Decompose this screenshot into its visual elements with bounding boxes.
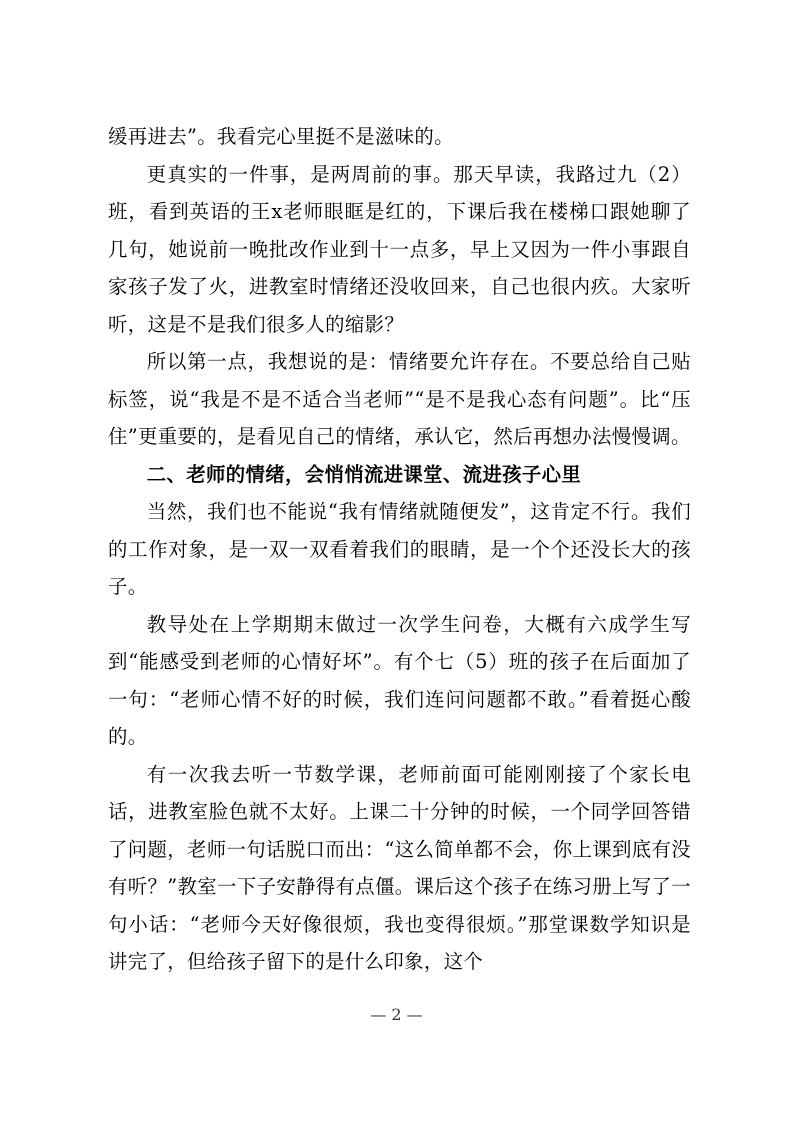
document-body: [108, 118, 691, 981]
paragraph-5: 教导处在上学期期末做过一次学生问卷，大概有六成学生写到“能感受到老师的心情好坏”。有个七（5）班的孩子在后面加了一句：“老师心情不好的时候，我们连问问题都不敢。”看着挺心酸的。: [108, 612, 691, 748]
paragraph-6: 有一次我去听一节数学课，老师前面可能刚刚接了个家长电话，进教室脸色就不太好。上课二十分钟的时候，一个同学回答错了问题，老师一句话脱口而出：“这么简单都不会，你上课到底有没有听？”教室一下子安静得有点僵。课后这个孩子在练习册上写了一句小话：“老师今天好像很烦，我也变得很烦。”那堂课数学知识是讲完了，但给孩子留下的是什么印象，这个: [108, 762, 691, 973]
paragraph-4: 当然，我们也不能说“我有情绪就随便发”，这肯定不行。我们的工作对象，是一双一双看着我们的眼睛，是一个个还没长大的孩子。: [108, 500, 691, 598]
paragraph-1: 缓再进去”。我看完心里挺不是滋味的。: [108, 125, 454, 148]
page-number: — 2 —: [370, 1005, 423, 1024]
paragraph-2: 更真实的一件事，是两周前的事。那天早读，我路过九（2）班，看到英语的王x老师眼眶是红的，下课后我在楼梯口跟她聊了几句，她说前一晚批改作业到十一点多，早上又因为一件小事跟自家孩子发了火，进教室时情绪还没收回来，自己也很内疚。大家听听，这是不是我们很多人的缩影？: [108, 162, 691, 336]
paragraph-3: 所以第一点，我想说的是：情绪要允许存在。不要总给自己贴标签，说“我是不是不适合当老师”“是不是我心态有问题”。比“压住”更重要的，是看见自己的情绪，承认它，然后再想办法慢慢调。: [108, 350, 691, 448]
section-heading: 二、老师的情绪，会悄悄流进课堂、流进孩子心里: [146, 462, 582, 486]
